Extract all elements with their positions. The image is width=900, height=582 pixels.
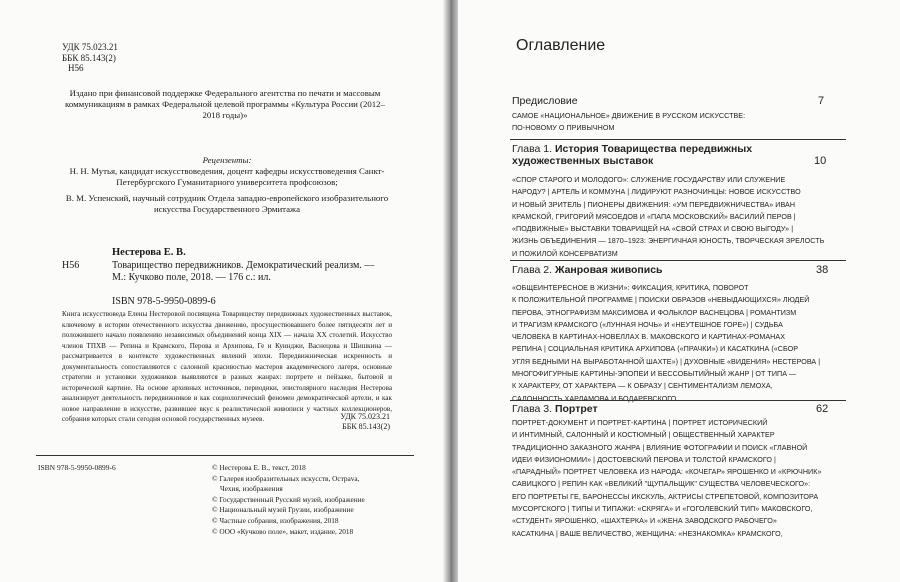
toc-divider (510, 139, 846, 140)
toc-desc-line: МУСОРГСКОГО | ТИПЫ И ТИПАЖИ: «СКРЯГА» И «ГОГОЛЕВСКИЙ ТИП» МАКОВСКОГО, (512, 505, 813, 514)
toc-desc-line: «ОБЩЕИНТЕРЕСНОЕ В ЖИЗНИ»: ФИКСАЦИЯ, КРИТИКА, ПОВОРОТ (512, 284, 749, 292)
toc-entry-description (512, 417, 848, 540)
toc-entry-page: 7 (818, 95, 825, 107)
toc-desc-line: САВИЦКОГО | РЕПИН КАК «ВЕЛИКИЙ "ЩУПАЛЬЩИК" СУЩЕСТВА ЧЕЛОВЕЧЕСКОГО»: (512, 480, 811, 489)
toc-entry-name: История Товарищества передвижных (554, 143, 753, 155)
toc-entry-page: 62 (816, 403, 829, 415)
chapter-label: Глава 1. (512, 143, 555, 155)
toc-entry-name: Предисловие (512, 95, 578, 107)
toc-desc-line: ЖИЗНЬ ОБЪЕДИНЕНИЯ — 1870–1923: ЭНЕРГИЧНАЯ ЮНОСТЬ, ТВОРЧЕСКАЯ ЗРЕЛОСТЬ (512, 237, 825, 246)
toc-entry-description (512, 110, 842, 135)
imprint-divider (36, 455, 414, 456)
copyright-list (212, 463, 412, 537)
funding-note: Издано при финансовой поддержке Федерального агентства по печати и массовым коммуникациям в рамках Федеральной целевой программы «Культура России (2012–2018 годы)» (65, 88, 385, 120)
toc-desc-line: ЧЕЛОВЕКА В КАРТИНАХ-НОВЕЛЛАХ В. МАКОВСКОГО И КАРТИНАХ-РОМАНАХ (512, 333, 786, 342)
toc-divider (510, 400, 846, 401)
toc-desc-line: К ХАРАКТЕРУ, ОТ ХАРАКТЕРА — К ОБРАЗУ | СЕНТИМЕНТАЛИЗМ ЛЕМОХА, (512, 382, 773, 391)
chapter-label: Глава 3. (512, 403, 555, 415)
toc-entry-description (512, 174, 848, 260)
reviewers-block (62, 155, 392, 215)
toc-desc-line: И ПОЖИЛОЙ КОНСЕРВАТИЗМ (512, 249, 618, 258)
copyright-line: © Частные собрания, изображения, 2018 (212, 515, 339, 525)
chapter-label: Глава 2. (512, 264, 555, 276)
book-gutter (443, 0, 458, 582)
toc-desc-line: К ПОЛОЖИТЕЛЬНОЙ ПРОГРАММЕ | ПОИСКИ ОБРАЗОВ «НЕВЫДАЮЩИХСЯ» ЛЮДЕЙ (512, 296, 810, 305)
toc-entry-name-continued: художественных выставок (512, 154, 654, 167)
copyright-line: Чехия, изображения (220, 484, 283, 494)
toc-desc-line: ТРАДИЦИОННО ЗАКАЗНОГО ЖАНРА | ВЛИЯНИЕ ФОТОГРАФИИ И ПОИСК «ГЛАВНОЙ (512, 443, 808, 452)
author-sign-catalog: Н56 (62, 260, 80, 271)
bbk-code-bottom: ББК 85.143(2) (342, 422, 390, 431)
toc-desc-line: ПО-НОВОМУ О ПРИВЫЧНОМ (512, 124, 615, 133)
toc-desc-line: САЛОННОСТЬ ХАРЛАМОВА И БОДАРЕВСКОГО (512, 394, 677, 403)
toc-desc-line: «СТУДЕНТ» ЯРОШЕНКО, «ШАХТЕРКА» И «ЖЕНА ЗАВОДСКОГО РАБОЧЕГО» (512, 517, 777, 526)
toc-desc-line: ПЕРОВА, ЭТНОГРАФИЗМ МАКСИМОВА И ФОЛЬКЛОР ВАСНЕЦОВА | РОМАНТИЗМ (512, 308, 797, 317)
udk-code-bottom: УДК 75.023.21 (340, 412, 390, 421)
toc-desc-line: «СПОР СТАРОГО И МОЛОДОГО»: СЛУЖЕНИЕ ГОСУДАРСТВУ ИЛИ СЛУЖЕНИЕ (512, 176, 786, 184)
toc-desc-line: И НОВЫЙ ЗРИТЕЛЬ | ПИОНЕРЫ ДВИЖЕНИЯ: «УМ ПЕРЕДВИЖНИЧЕСТВА» ИВАН (512, 200, 796, 209)
copyright-line: © Галерея изобразительных искусств, Остраva, (212, 473, 360, 483)
reviewers-title: Рецензенты: (202, 155, 252, 165)
toc-divider (510, 260, 846, 261)
isbn-main: ISBN 978-5-9950-0899-6 (112, 296, 216, 307)
toc-desc-line: «ПАРАДНЫЙ» ПОРТРЕТ ЧЕЛОВЕКА ИЗ НАРОДА: «КОЧЕГАР» ЯРОШЕНКО И «КРЮЧНИК» (512, 468, 822, 477)
toc-desc-line: И ТРАГИЗМ КРАМСКОГО («ЛУННАЯ НОЧЬ» И «НЕУТЕШНОЕ ГОРЕ») | СУДЬБА (512, 320, 783, 329)
toc-desc-line: ПОРТРЕТ-ДОКУМЕНТ И ПОРТРЕТ-КАРТИНА | ПОРТРЕТ ИСТОРИЧЕСКИЙ (512, 419, 768, 427)
toc-entry-title[interactable] (512, 265, 663, 277)
isbn-bottom: ISBN 978-5-9950-0899-6 (38, 463, 116, 472)
author-name: Нестерова Е. В. (112, 247, 186, 258)
toc-desc-line: МНОГОФИГУРНЫЕ КАРТИНЫ-ЭПОПЕИ И БЕССОБЫТИЙНЫЙ ЖАНР | ОТ ТИПА — (512, 370, 797, 379)
toc-entry-page: 10 (814, 155, 827, 167)
udk-bottom (300, 412, 390, 432)
toc-desc-line: КАСАТКИНА | ВАШЕ ВЕЛИЧЕСТВО, ЖЕНЩИНА: «НЕЗНАКОМКА» КРАМСКОГО, (512, 529, 783, 538)
author-sign: Н56 (68, 63, 84, 73)
toc-desc-line: КРАМСКОЙ, ГРИГОРИЙ МЯСОЕДОВ И «ПАПА МОСКОВСКИЙ» ВАСИЛИЙ ПЕРОВ | (512, 212, 796, 221)
toc-entry-name: Портрет (554, 403, 598, 415)
toc-desc-line: «ПОДВИЖНЫЕ» ВЫСТАВКИ ТОВАРИЩЕЙ НА «СВОЙ СТРАХ И СВОЮ ВЫГОДУ» | (512, 225, 794, 234)
udk-block (62, 42, 118, 74)
copyright-line: © Государственный Русский музей, изображение (212, 494, 365, 504)
toc-entry-title[interactable] (512, 96, 578, 108)
toc-entry-page: 38 (816, 264, 829, 276)
toc-heading: Оглавление (516, 37, 606, 54)
toc-entry-title[interactable] (512, 144, 802, 167)
toc-desc-line: РЕПИНА | СОЦИАЛЬНАЯ КРИТИКА АРХИПОВА («ПРАЧКИ») И КАСАТКИНА («СБОР (512, 345, 799, 354)
reviewer-1: Н. Н. Мутья, кандидат искусствоведения, доцент кафедры искусствоведения Санкт-Петербургского Гуманитарного университета профсоюзов; (69, 165, 385, 187)
toc-desc-line: ЕГО ПОРТРЕТЫ ГЕ, БАРОНЕССЫ ИКСКУЛЬ, АКТРИСЫ СТРЕПЕТОВОЙ, КОМПОЗИТОРА (512, 492, 819, 501)
toc-desc-line: САМОЕ «НАЦИОНАЛЬНОЕ» ДВИЖЕНИЕ В РУССКОМ ИСКУССТВЕ: (512, 112, 746, 120)
toc-desc-line: НАРОДУ? | АРТЕЛЬ И КОММУНА | ЛИДИРУЮТ РАЗНОЧИНЦЫ: НОВОЕ ИСКУССТВО (512, 188, 801, 197)
book-bibliographic-title: Товарищество передвижников. Демократический реализм. — М.: Кучково поле, 2018. — 176 с.: ил. (112, 260, 375, 283)
toc-entry-name: Жанровая живопись (554, 264, 663, 276)
copyright-line: © Национальный музей Грузии, изображение (212, 505, 354, 515)
toc-desc-line: ИДЕИ ФИЗИОНОМИИ» | ДОСТОЕВСКИЙ ПЕРОВА И ТОЛСТОЙ КРАМСКОГО | (512, 455, 776, 464)
udk-code: УДК 75.023.21 (62, 42, 118, 52)
toc-desc-line: И ИНТИМНЫЙ, САЛОННЫЙ И КОСТЮМНЫЙ | ОБЩЕСТВЕННЫЙ ХАРАКТЕР (512, 431, 775, 440)
copyright-line: © ООО «Кучково поле», макет, издание, 2018 (212, 526, 354, 536)
book-annotation: Книга искусствоведа Елены Нестеровой посвящена Товариществу передвижных художественных выставок, ключевому в истории отечественного искусства движению, просуществовавшего более пятидесяти лет и положившего начало появлению независимых объединений конца XIX — начала XX столетий. Искусство членов ТПХВ — Репина и Крамского, Перова и Архипова, Ге и Куинджи, Васнецова и Шишкина — рассматривается в контексте художественных явлений эпохи. Передвижническая искренность и документальность сопоставляются с салонной красивостью мастеров академического лагеря, основные стратегии и установки художников выявляются в разных жанрах: портрете и пейзаже, бытовой и исторической картине. На основе архивных источников, периодики, эпистолярного наследия Нестерова анализирует деятельность передвижников и как социологический феномен демократической артели, и как новое направление в искусстве, развившее вкус к реалистической живописи у частных коллекционеров, собрания которых стали сегодня основой государственных музеев. (62, 310, 392, 423)
copyright-line: © Нестерова Е. В., текст, 2018 (212, 463, 306, 472)
bbk-code: ББК 85.143(2) (62, 52, 116, 63)
toc-entry-title[interactable] (512, 404, 598, 416)
toc-desc-line: УГЛЯ БЕДНЫМИ НА ВЫРАБОТАННОЙ ШАХТЕ») | ДУХОВНЫЕ «ВИДЕНИЯ» НЕСТЕРОВА | (512, 357, 821, 366)
toc-entry-description (512, 282, 848, 405)
reviewer-2: В. М. Успенский, научный сотрудник Отдела западно-европейского изобразительного искусства Государственного Эрмитажа (65, 193, 389, 215)
